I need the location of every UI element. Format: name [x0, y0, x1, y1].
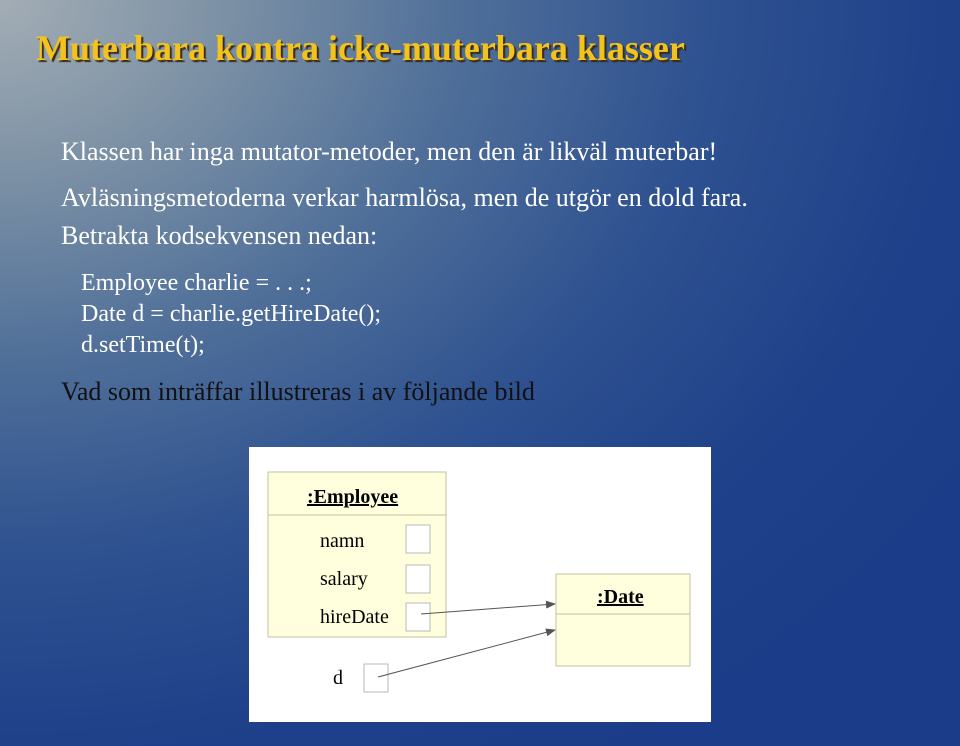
employee-header-label: :Employee [307, 486, 399, 508]
paragraph-1: Klassen har inga mutator-metoder, men den är likväl muterbar! [61, 137, 718, 166]
hiredate-slot [406, 603, 430, 631]
code-line-3: d.setTime(t); [81, 332, 205, 358]
field-label-hiredate: hireDate [320, 606, 389, 628]
code-line-2: Date d = charlie.getHireDate(); [81, 301, 382, 327]
code-line-1: Employee charlie = . . .; [81, 270, 312, 296]
variable-d-label: d [333, 667, 343, 689]
paragraph-2: Avläsningsmetoderna verkar harmlösa, men de utgör en dold fara. [61, 183, 748, 212]
object-diagram [249, 447, 711, 722]
namn-slot [406, 525, 430, 553]
slide-title: Muterbara kontra icke-muterbara klasser [36, 28, 685, 68]
paragraph-3: Betrakta kodsekvensen nedan: [61, 221, 378, 250]
field-label-salary: salary [320, 568, 368, 590]
salary-slot [406, 565, 430, 593]
variable-d-slot [364, 664, 388, 692]
conclusion-text: Vad som inträffar illustreras i av följande bild [61, 377, 535, 406]
field-label-namn: namn [320, 530, 365, 552]
date-header-label: :Date [597, 586, 644, 608]
